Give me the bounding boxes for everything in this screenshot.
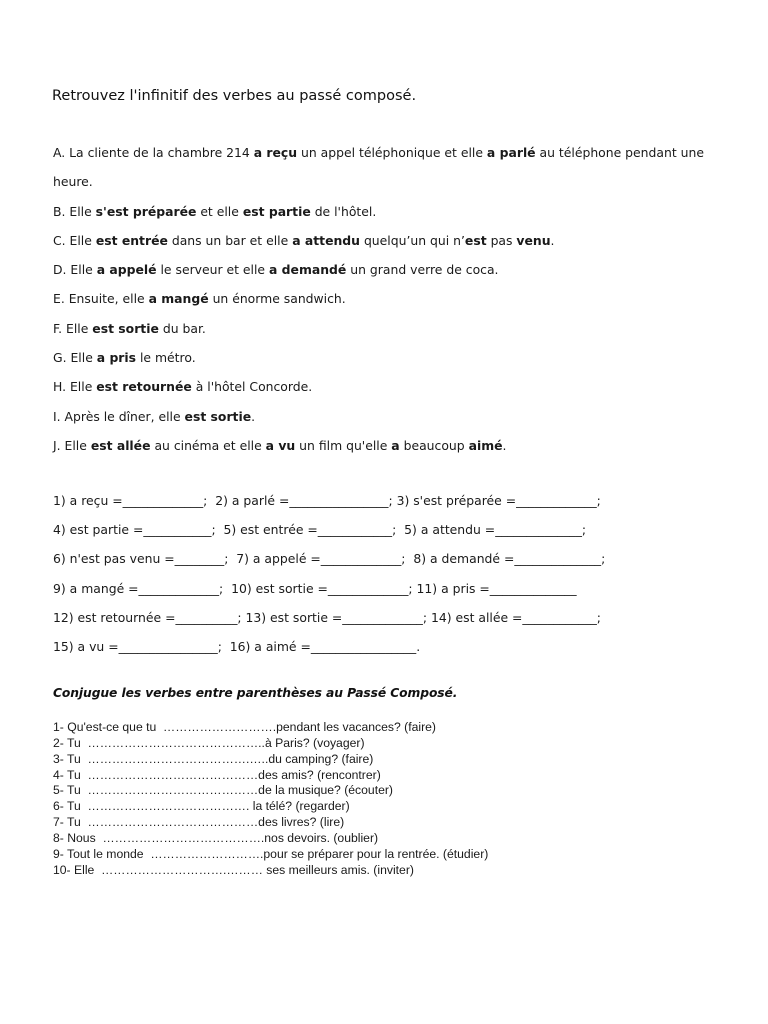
sentence-c: C. Elle est entrée dans un bar et elle a attendu quelqu’un qui n’est pas venu. [53, 232, 555, 248]
conjugation-item[interactable]: 6- Tu …………………………………. la télé? (regarder) [53, 799, 350, 814]
conjugation-item[interactable]: 7- Tu ……………………………………des livres? (lire) [53, 815, 345, 830]
conjugation-item[interactable]: 1- Qu'est-ce que tu ……………………….pendant les vacances? (faire) [53, 720, 436, 734]
conjugation-item[interactable]: 8- Nous ………………………………….nos devoirs. (oublier) [53, 830, 379, 845]
sentence-b: B. Elle s'est préparée et elle est partie de l'hôtel. [53, 203, 377, 219]
answer-line[interactable]: 12) est retournée =__________; 13) est sortie =_____________; 14) est allée =____________; [53, 609, 601, 625]
sentence-i: I. Après le dîner, elle est sortie. [53, 408, 256, 424]
sentence-g: G. Elle a pris le métro. [53, 350, 196, 366]
answer-line[interactable]: 1) a reçu =_____________; 2) a parlé =________________; 3) s'est préparée =_____________; [53, 493, 601, 508]
sentence-e: E. Ensuite, elle a mangé un énorme sandwich. [53, 291, 346, 307]
answer-line[interactable]: 4) est partie =___________; 5) est entrée =____________; 5) a attendu =______________; [53, 522, 587, 538]
sentence-j: J. Elle est allée au cinéma et elle a vu un film qu'elle a beaucoup aimé. [53, 437, 507, 453]
conjugation-item[interactable]: 4- Tu ……………………………………des amis? (rencontrer) [53, 767, 381, 782]
conjugation-item[interactable]: 10- Elle ………………………….……… ses meilleurs amis. (inviter) [53, 862, 414, 877]
conjugation-item[interactable]: 5- Tu ……………………………………de la musique? (écouter) [53, 783, 393, 798]
conjugation-item[interactable]: 2- Tu ……………………………………..à Paris? (voyager) [53, 735, 365, 750]
conjugation-list [53, 720, 733, 878]
sentence-h: H. Elle est retournée à l'hôtel Concorde. [53, 379, 313, 395]
sentence-d: D. Elle a appelé le serveur et elle a demandé un grand verre de coca. [53, 262, 499, 278]
conjugation-item[interactable]: 3- Tu ………………………………….…..du camping? (faire) [53, 751, 374, 766]
conjugation-item[interactable]: 9- Tout le monde ……………………….pour se préparer pour la rentrée. (étudier) [53, 846, 489, 861]
answer-line[interactable]: 6) n'est pas venu =________; 7) a appelé =_____________; 8) a demandé =______________; [53, 551, 606, 567]
sentence-a-line-2: heure. [53, 174, 93, 190]
answer-line[interactable]: 15) a vu =________________; 16) a aimé =_________________. [53, 639, 421, 655]
sentences-list [53, 138, 743, 460]
conjugation-title: Conjugue les verbes entre parenthèses au Passé Composé. [53, 686, 458, 700]
sentence-a-line-1: A. La cliente de la chambre 214 a reçu un appel téléphonique et elle a parlé au téléphone pendant une [53, 145, 704, 160]
sentence-f: F. Elle est sortie du bar. [53, 320, 206, 336]
infinitive-answer-lines [53, 486, 753, 661]
exercise-title: Retrouvez l'infinitif des verbes au passé composé. [52, 88, 417, 104]
answer-line[interactable]: 9) a mangé =_____________; 10) est sortie =_____________; 11) a pris =______________ [53, 580, 577, 596]
